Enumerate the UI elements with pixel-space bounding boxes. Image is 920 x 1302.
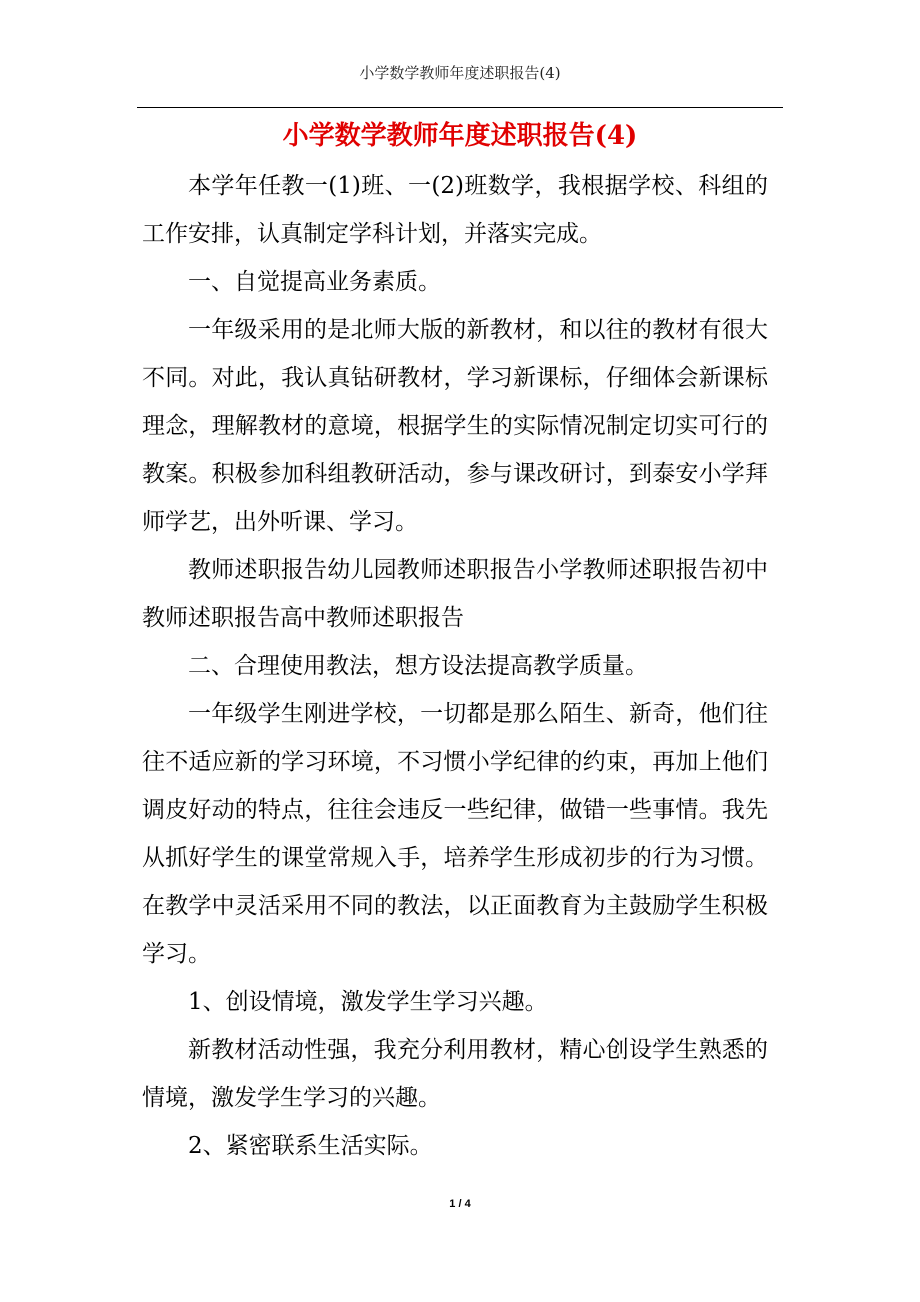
paragraph-situations: 新教材活动性强，我充分利用教材，精心创设学生熟悉的情境，激发学生学习的兴趣。 bbox=[142, 1037, 768, 1111]
section-heading-2: 二、合理使用教法，想方设法提高教学质量。 bbox=[188, 653, 648, 679]
paragraph-intro: 本学年任教一(1)班、一(2)班数学，我根据学校、科组的工作安排，认真制定学科计划，并落实完成。 bbox=[142, 173, 768, 247]
subheading-2: 2、紧密联系生活实际。 bbox=[188, 1133, 433, 1159]
running-header: 小学数学教师年度述职报告(4) bbox=[359, 64, 561, 82]
header-divider bbox=[137, 107, 783, 108]
page-number: 1 / 4 bbox=[449, 1198, 471, 1210]
document-title: 小学数学教师年度述职报告(4) bbox=[282, 121, 638, 151]
paragraph-first-graders: 一年级学生刚进学校，一切都是那么陌生、新奇，他们往往不适应新的学习环境，不习惯小学纪律的约束，再加上他们调皮好动的特点，往往会违反一些纪律，做错一些事情。我先从抓好学生的课堂常规入手，培养学生形成初步的行为习惯。在教学中灵活采用不同的教法，以正面教育为主鼓励学生积极学习。 bbox=[142, 701, 768, 967]
subheading-1: 1、创设情境，激发学生学习兴趣。 bbox=[188, 989, 548, 1015]
paragraph-related-reports: 教师述职报告幼儿园教师述职报告小学教师述职报告初中教师述职报告高中教师述职报告 bbox=[142, 557, 768, 631]
section-heading-1: 一、自觉提高业务素质。 bbox=[188, 269, 441, 295]
paragraph-textbook: 一年级采用的是北师大版的新教材，和以往的教材有很大不同。对此，我认真钻研教材，学习新课标，仔细体会新课标理念，理解教材的意境，根据学生的实际情况制定切实可行的教案。积极参加科组教研活动，参与课改研讨，到泰安小学拜师学艺，出外听课、学习。 bbox=[142, 317, 768, 535]
document-body bbox=[142, 162, 768, 1170]
